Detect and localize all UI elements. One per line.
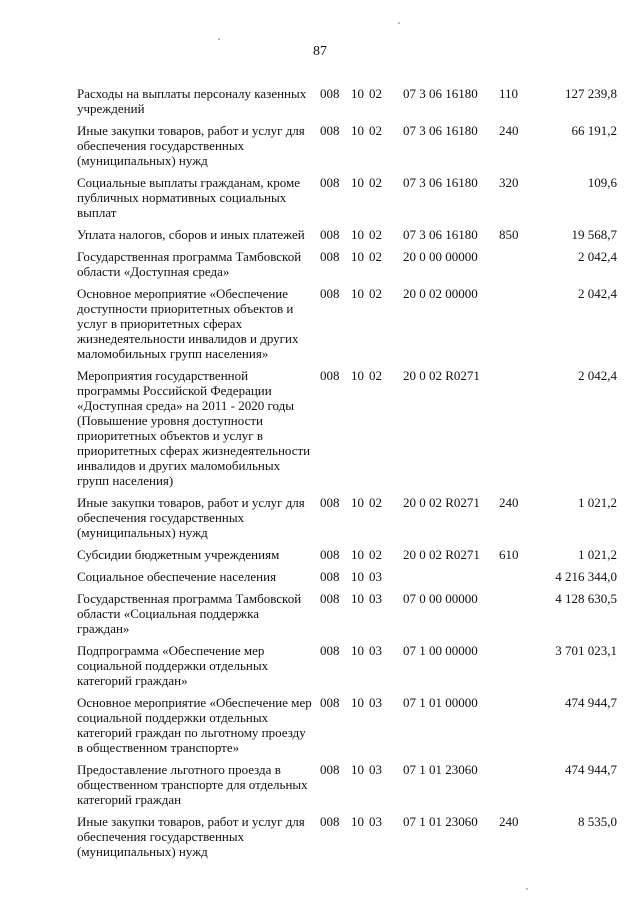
table-row: [77, 695, 617, 755]
target-article-code: 07 3 06 16180: [403, 175, 478, 190]
subsection-code: 02: [369, 249, 382, 264]
expense-type-code: 320: [499, 175, 519, 190]
section-code: 10: [351, 495, 364, 510]
target-article-code: 07 3 06 16180: [403, 227, 478, 242]
expense-name: Предоставление льготного проезда в общественном транспорте для отдельных категорий граждан: [77, 762, 308, 807]
expense-type-code: 240: [499, 495, 519, 510]
section-code: 10: [351, 762, 364, 777]
amount: 8 535,0: [578, 814, 617, 829]
amount: 4 216 344,0: [555, 569, 617, 584]
expense-name: Субсидии бюджетным учреждениям: [77, 547, 280, 562]
amount: 474 944,7: [565, 762, 617, 777]
amount: 1 021,2: [578, 547, 617, 562]
expense-type-code: 240: [499, 123, 519, 138]
expense-name: Иные закупки товаров, работ и услуг для обеспечения государственных (муниципальных) нужд: [77, 495, 305, 540]
expense-name: Уплата налогов, сборов и иных платежей: [77, 227, 305, 242]
section-code: 10: [351, 286, 364, 301]
target-article-code: 07 1 00 00000: [403, 643, 478, 658]
ministry-code: 008: [320, 227, 340, 242]
table-row: [77, 591, 617, 636]
section-code: 10: [351, 591, 364, 606]
ministry-code: 008: [320, 495, 340, 510]
expense-type-code: 240: [499, 814, 519, 829]
target-article-code: 20 0 02 R0271: [403, 495, 480, 510]
table-row: [77, 123, 617, 168]
expense-name: Социальное обеспечение населения: [77, 569, 277, 584]
subsection-code: 02: [369, 227, 382, 242]
amount: 4 128 630,5: [555, 591, 617, 606]
table-row: [77, 249, 617, 279]
target-article-code: 20 0 02 R0271: [403, 368, 480, 383]
section-code: 10: [351, 249, 364, 264]
table-row: [77, 175, 617, 220]
ministry-code: 008: [320, 123, 340, 138]
expense-type-code: 850: [499, 227, 519, 242]
amount: 3 701 023,1: [555, 643, 617, 658]
ministry-code: 008: [320, 814, 340, 829]
section-code: 10: [351, 814, 364, 829]
table-row: [77, 814, 617, 859]
target-article-code: 07 1 01 23060: [403, 762, 478, 777]
expense-name: Социальные выплаты гражданам, кроме публичных нормативных социальных выплат: [77, 175, 300, 220]
expense-name: Основное мероприятие «Обеспечение мер социальной поддержки отдельных категорий граждан по льготному проезду в общественном транспорте»: [77, 695, 312, 755]
section-code: 10: [351, 368, 364, 383]
section-code: 10: [351, 227, 364, 242]
target-article-code: 20 0 02 00000: [403, 286, 478, 301]
target-article-code: 07 3 06 16180: [403, 123, 478, 138]
table-row: [77, 86, 617, 116]
expense-type-code: 610: [499, 547, 519, 562]
table-row: [77, 569, 617, 584]
table-row: [77, 286, 617, 361]
table-row: [77, 547, 617, 562]
target-article-code: 07 0 00 00000: [403, 591, 478, 606]
subsection-code: 02: [369, 495, 382, 510]
subsection-code: 03: [369, 695, 382, 710]
subsection-code: 02: [369, 86, 382, 101]
ministry-code: 008: [320, 762, 340, 777]
subsection-code: 03: [369, 814, 382, 829]
expense-name: Иные закупки товаров, работ и услуг для обеспечения государственных (муниципальных) нужд: [77, 123, 305, 168]
scan-speck: [218, 38, 220, 40]
expense-name: Государственная программа Тамбовской области «Социальная поддержка граждан»: [77, 591, 302, 636]
amount: 2 042,4: [578, 286, 617, 301]
amount: 19 568,7: [571, 227, 617, 242]
expense-name: Государственная программа Тамбовской области «Доступная среда»: [77, 249, 302, 279]
amount: 2 042,4: [578, 368, 617, 383]
amount: 127 239,8: [565, 86, 617, 101]
ministry-code: 008: [320, 569, 340, 584]
section-code: 10: [351, 547, 364, 562]
expense-name: Основное мероприятие «Обеспечение доступности приоритетных объектов и услуг в приоритетных сферах жизнедеятельности инвалидов и других маломобильных групп населения»: [77, 286, 299, 361]
amount: 474 944,7: [565, 695, 617, 710]
ministry-code: 008: [320, 547, 340, 562]
amount: 2 042,4: [578, 249, 617, 264]
section-code: 10: [351, 569, 364, 584]
subsection-code: 03: [369, 591, 382, 606]
section-code: 10: [351, 123, 364, 138]
table-row: [77, 762, 617, 807]
ministry-code: 008: [320, 368, 340, 383]
ministry-code: 008: [320, 591, 340, 606]
ministry-code: 008: [320, 249, 340, 264]
section-code: 10: [351, 695, 364, 710]
subsection-code: 02: [369, 123, 382, 138]
subsection-code: 03: [369, 569, 382, 584]
amount: 1 021,2: [578, 495, 617, 510]
target-article-code: 07 3 06 16180: [403, 86, 478, 101]
ministry-code: 008: [320, 286, 340, 301]
ministry-code: 008: [320, 643, 340, 658]
subsection-code: 02: [369, 286, 382, 301]
subsection-code: 03: [369, 762, 382, 777]
section-code: 10: [351, 86, 364, 101]
ministry-code: 008: [320, 86, 340, 101]
expense-name: Мероприятия государственной программы Российской Федерации «Доступная среда» на 2011 - 2020 годы (Повышение уровня доступности приоритетных объектов и услуг в приоритетных сферах жизнедеятельности инвалидов и других маломобильных групп населения): [77, 368, 311, 488]
target-article-code: 20 0 02 R0271: [403, 547, 480, 562]
expense-name: Расходы на выплаты персоналу казенных учреждений: [77, 86, 307, 116]
scan-speck: [526, 888, 528, 890]
target-article-code: 07 1 01 00000: [403, 695, 478, 710]
expense-type-code: 110: [499, 86, 519, 101]
target-article-code: 20 0 00 00000: [403, 249, 478, 264]
section-code: 10: [351, 643, 364, 658]
scan-speck: [398, 22, 400, 24]
expense-name: Иные закупки товаров, работ и услуг для обеспечения государственных (муниципальных) нужд: [77, 814, 305, 859]
subsection-code: 03: [369, 643, 382, 658]
table-row: [77, 643, 617, 688]
ministry-code: 008: [320, 175, 340, 190]
amount: 66 191,2: [571, 123, 617, 138]
table-row: [77, 368, 617, 488]
table-row: [77, 227, 617, 242]
target-article-code: 07 1 01 23060: [403, 814, 478, 829]
table-row: [77, 495, 617, 540]
amount: 109,6: [587, 175, 617, 190]
ministry-code: 008: [320, 695, 340, 710]
section-code: 10: [351, 175, 364, 190]
subsection-code: 02: [369, 175, 382, 190]
subsection-code: 02: [369, 547, 382, 562]
page-number: 87: [313, 44, 327, 59]
subsection-code: 02: [369, 368, 382, 383]
budget-table: [77, 86, 617, 866]
expense-name: Подпрограмма «Обеспечение мер социальной поддержки отдельных категорий граждан»: [77, 643, 269, 688]
